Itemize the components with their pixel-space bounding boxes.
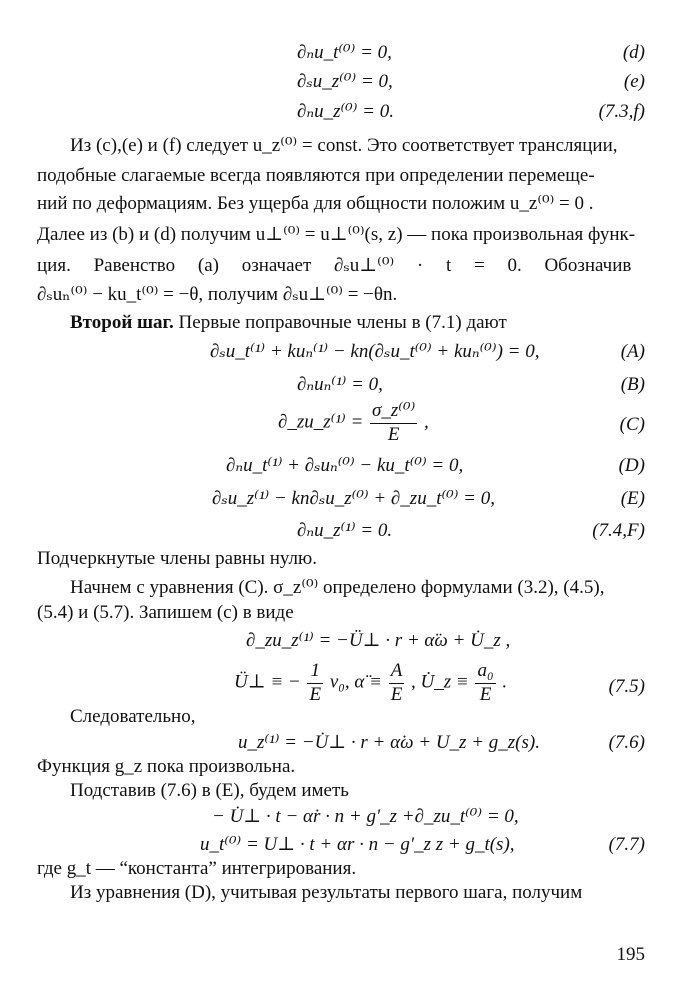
equation-tag-d: (d) xyxy=(622,42,645,63)
fraction xyxy=(307,660,323,707)
equation-77-line1: − U̇⊥ · t − α̇r · n + g′_z +∂_zu_t⁽⁰⁾ = 0, xyxy=(212,806,519,827)
fraction-denominator: E xyxy=(479,683,492,705)
equation-E: ∂ₛu_z⁽¹⁾ − kn∂ₛu_z⁽⁰⁾ + ∂_zu_t⁽⁰⁾ = 0, xyxy=(212,488,496,509)
fraction-numerator: σ_z⁽⁰⁾ xyxy=(370,400,417,424)
equation-77-line2: u_t⁽⁰⁾ = U⊥ · t + αr · n − g′_z z + g_t(s), xyxy=(200,834,515,855)
equation-C-lhs: ∂_zu_z⁽¹⁾ = xyxy=(278,411,364,433)
equation-75-part: Ü⊥ ≡ − xyxy=(234,671,301,693)
fraction-denominator: E xyxy=(390,683,403,705)
paragraph-line: ция. Равенство (a) означает ∂ₛu⊥⁽⁰⁾ · t = 0. Обозначив xyxy=(37,255,632,276)
equation-75-line1: ∂_zu_z⁽¹⁾ = −Ü⊥ · r + α̈ω + U̇_z , xyxy=(246,630,511,651)
fraction-numerator: a₀ xyxy=(475,660,495,684)
equation-tag-76: (7.6) xyxy=(608,732,645,753)
underlined-note: Подчеркнутые члены равны нулю. xyxy=(37,548,317,569)
equation-tag-B: (B) xyxy=(620,374,645,395)
paragraph-line: ∂ₛuₙ⁽⁰⁾ − ku_t⁽⁰⁾ = −θ, получим ∂ₛu⊥⁽⁰⁾ = −θn. xyxy=(37,284,398,305)
fraction xyxy=(389,660,405,707)
equation-75-line2 xyxy=(234,660,507,707)
fraction xyxy=(475,660,495,707)
equation-d: ∂ₙu_t⁽⁰⁾ = 0, xyxy=(297,42,392,63)
step2-line xyxy=(70,312,507,335)
podstaviv-line: Подставив (7.6) в (E), будем иметь xyxy=(70,780,349,801)
equation-C xyxy=(278,400,429,447)
equation-tag-A: (A) xyxy=(620,341,645,362)
equation-tag-77: (7.7) xyxy=(608,834,645,855)
equation-tag-D: (D) xyxy=(618,455,645,476)
paragraph-line: Из (c),(e) и (f) следует u_z⁽⁰⁾ = const. Это соответствует трансляции, xyxy=(70,135,618,156)
equation-F: ∂ₙu_z⁽¹⁾ = 0. xyxy=(297,520,393,541)
equation-tag-f: (7.3,f) xyxy=(598,101,645,122)
fraction-denominator: E xyxy=(387,423,400,445)
equation-tag-E: (E) xyxy=(620,488,645,509)
paragraph-line: подобные слагаемые всегда появляются при определении перемеще- xyxy=(37,165,595,186)
step2-text: Первые поправочные члены в (7.1) дают xyxy=(178,312,507,333)
gde-line: где g_t — “константа” интегрирования. xyxy=(37,858,357,879)
page-number: 195 xyxy=(616,944,645,965)
equation-tag-C: (C) xyxy=(619,414,645,435)
equation-75-part: ν₀, α̈ ≡ xyxy=(329,671,382,693)
fraction-denominator: E xyxy=(309,683,322,705)
equation-tag-75: (7.5) xyxy=(608,676,645,697)
equation-75-part: , U̇_z ≡ xyxy=(411,671,469,693)
paragraph-line: ний по деформациям. Без ущерба для общности положим u_z⁽⁰⁾ = 0 . xyxy=(37,193,594,214)
equation-f: ∂ₙu_z⁽⁰⁾ = 0. xyxy=(297,101,395,122)
fraction-numerator: 1 xyxy=(307,660,323,684)
equation-tag-e: (e) xyxy=(623,71,645,92)
paragraph-line: Начнем с уравнения (C). σ_z⁽⁰⁾ определено формулами (3.2), (4.5), xyxy=(70,577,605,598)
equation-76: u_z⁽¹⁾ = −U̇⊥ · r + α̇ω + U_z + g_z(s). xyxy=(238,732,540,753)
paragraph-line: Далее из (b) и (d) получим u⊥⁽⁰⁾ = u⊥⁽⁰⁾(s, z) — пока произвольная функ- xyxy=(37,224,636,245)
func-note: Функция g_z пока произвольна. xyxy=(37,756,296,777)
equation-C-rhs: , xyxy=(424,411,429,433)
fraction xyxy=(370,400,417,447)
equation-A: ∂ₛu_t⁽¹⁾ + kuₙ⁽¹⁾ − kn(∂ₛu_t⁽⁰⁾ + kuₙ⁽⁰⁾) = 0, xyxy=(210,341,540,362)
sledovatelno-line: Следовательно, xyxy=(70,706,196,727)
equation-e: ∂ₛu_z⁽⁰⁾ = 0, xyxy=(297,71,393,92)
equation-D: ∂ₙu_t⁽¹⁾ + ∂ₛuₙ⁽⁰⁾ − ku_t⁽⁰⁾ = 0, xyxy=(226,455,464,476)
fraction-numerator: A xyxy=(389,660,405,684)
equation-75-part: . xyxy=(502,671,508,693)
last-line: Из уравнения (D), учитывая результаты первого шага, получим xyxy=(70,882,583,903)
equation-tag-F: (7.4,F) xyxy=(592,520,645,541)
step2-heading: Второй шаг. xyxy=(70,312,174,333)
equation-B: ∂ₙuₙ⁽¹⁾ = 0, xyxy=(297,374,383,395)
paragraph-line: (5.4) и (5.7). Запишем (c) в виде xyxy=(37,602,294,623)
